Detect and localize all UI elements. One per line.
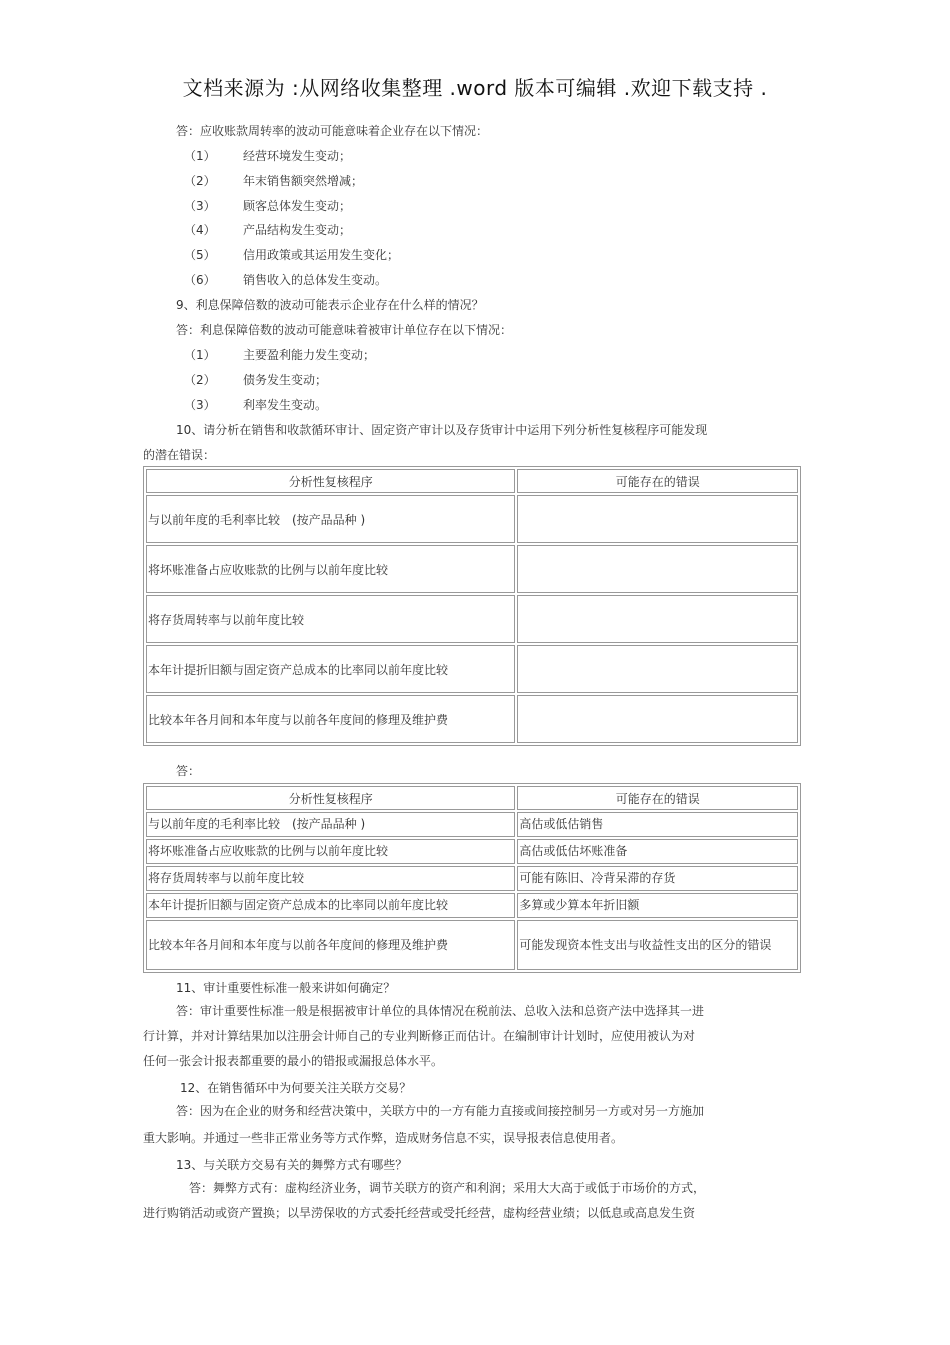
q12-answer-line2: 重大影响。并通过一些非正常业务等方式作弊，造成财务信息不实，误导报表信息使用者。 <box>143 1131 624 1145</box>
list-item-number: （1） <box>184 348 216 362</box>
table-cell-procedure: 本年计提折旧额与固定资产总成本的比率同以前年度比较 <box>146 893 515 918</box>
q10-answer-label: 答： <box>176 764 201 778</box>
table-cell-error: 高估或低估坏账准备 <box>517 839 798 864</box>
list-item: 销售收入的总体发生变动。 <box>243 273 388 287</box>
q13-answer-line2: 进行购销活动或资产置换；以旱涝保收的方式委托经营或受托经营，虚构经营业绩；以低息或高息发生资 <box>143 1206 696 1220</box>
table-header-procedure: 分析性复核程序 <box>146 786 515 810</box>
table-cell-error: 可能发现资本性支出与收益性支出的区分的错误 <box>517 920 798 970</box>
table-cell-error-blank <box>517 645 798 693</box>
table-row <box>146 866 798 891</box>
list-item-number: （2） <box>184 373 216 387</box>
table-cell-error-blank <box>517 545 798 593</box>
table-cell-procedure: 将存货周转率与以前年度比较 <box>146 595 515 643</box>
table-header-row <box>146 786 798 810</box>
q11-question: 11、审计重要性标准一般来讲如何确定？ <box>176 981 396 995</box>
q12-answer-line1: 答：因为在企业的财务和经营决策中，关联方中的一方有能力直接或间接控制另一方或对另一方施加 <box>176 1104 705 1118</box>
list-item: 信用政策或其运用发生变化； <box>243 248 400 262</box>
q13-question: 13、与关联方交易有关的舞弊方式有哪些？ <box>176 1158 408 1172</box>
table-row <box>146 495 798 543</box>
table-row <box>146 545 798 593</box>
analysis-table-answers <box>143 783 801 973</box>
table-cell-procedure: 本年计提折旧额与固定资产总成本的比率同以前年度比较 <box>146 645 515 693</box>
table-header-row <box>146 469 798 493</box>
q11-answer-line2: 行计算，并对计算结果加以注册会计师自己的专业判断修正而估计。在编制审计计划时，应使用被认为对 <box>143 1029 696 1043</box>
table-header-error: 可能存在的错误 <box>517 469 798 493</box>
table-row <box>146 920 798 970</box>
list-item: 债务发生变动； <box>243 373 328 387</box>
q11-answer-line1: 答：审计重要性标准一般是根据被审计单位的具体情况在税前法、总收入法和总资产法中选择其一进 <box>176 1004 705 1018</box>
list-item: 利率发生变动。 <box>243 398 328 412</box>
table-row <box>146 812 798 837</box>
table-cell-procedure: 与以前年度的毛利率比较 (按产品品种 ) <box>146 812 515 837</box>
table-cell-error-blank <box>517 495 798 543</box>
q11-answer-line3: 任何一张会计报表都重要的最小的错报或漏报总体水平。 <box>143 1054 444 1068</box>
table-cell-error-blank <box>517 695 798 743</box>
table-header-error: 可能存在的错误 <box>517 786 798 810</box>
table-row <box>146 839 798 864</box>
page-header: 文档来源为 :从网络收集整理 .word 版本可编辑 .欢迎下载支持 . <box>182 76 768 100</box>
table-cell-procedure: 将存货周转率与以前年度比较 <box>146 866 515 891</box>
table-row <box>146 695 798 743</box>
table-row <box>146 893 798 918</box>
table-cell-error: 多算或少算本年折旧额 <box>517 893 798 918</box>
q13-answer-line1: 答：舞弊方式有：虚构经济业务，调节关联方的资产和利润；采用大大高于或低于市场价的方式， <box>189 1181 706 1195</box>
table-cell-procedure: 将坏账准备占应收账款的比例与以前年度比较 <box>146 839 515 864</box>
list-item: 经营环境发生变动； <box>243 149 352 163</box>
list-item-number: （4） <box>184 223 216 237</box>
list-item: 顾客总体发生变动； <box>243 199 352 213</box>
list-item: 主要盈利能力发生变动； <box>243 348 376 362</box>
analysis-table-empty <box>143 466 801 746</box>
list-item-number: （3） <box>184 398 216 412</box>
list-item-number: （3） <box>184 199 216 213</box>
list-item-number: （5） <box>184 248 216 262</box>
q8-answer-intro: 答：应收账款周转率的波动可能意味着企业存在以下情况： <box>176 124 489 138</box>
q9-question: 9、利息保障倍数的波动可能表示企业存在什么样的情况？ <box>176 298 484 312</box>
table-cell-error: 高估或低估销售 <box>517 812 798 837</box>
q10-question-line1: 10、请分析在销售和收款循环审计、固定资产审计以及存货审计中运用下列分析性复核程序可能发现 <box>176 423 708 437</box>
table-cell-procedure: 比较本年各月间和本年度与以前各年度间的修理及维护费 <box>146 920 515 970</box>
list-item-number: （1） <box>184 149 216 163</box>
list-item-number: （2） <box>184 174 216 188</box>
q12-question: 12、在销售循环中为何要关注关联方交易？ <box>180 1081 412 1095</box>
table-cell-procedure: 比较本年各月间和本年度与以前各年度间的修理及维护费 <box>146 695 515 743</box>
list-item: 产品结构发生变动； <box>243 223 352 237</box>
table-cell-error: 可能有陈旧、冷背呆滞的存货 <box>517 866 798 891</box>
table-header-procedure: 分析性复核程序 <box>146 469 515 493</box>
table-cell-error-blank <box>517 595 798 643</box>
list-item-number: （6） <box>184 273 216 287</box>
table-cell-procedure: 与以前年度的毛利率比较 (按产品品种 ) <box>146 495 515 543</box>
table-row <box>146 595 798 643</box>
table-cell-procedure: 将坏账准备占应收账款的比例与以前年度比较 <box>146 545 515 593</box>
table-row <box>146 645 798 693</box>
q9-answer-intro: 答：利息保障倍数的波动可能意味着被审计单位存在以下情况： <box>176 323 513 337</box>
q10-question-line2: 的潜在错误： <box>143 448 216 462</box>
list-item: 年末销售额突然增减； <box>243 174 364 188</box>
